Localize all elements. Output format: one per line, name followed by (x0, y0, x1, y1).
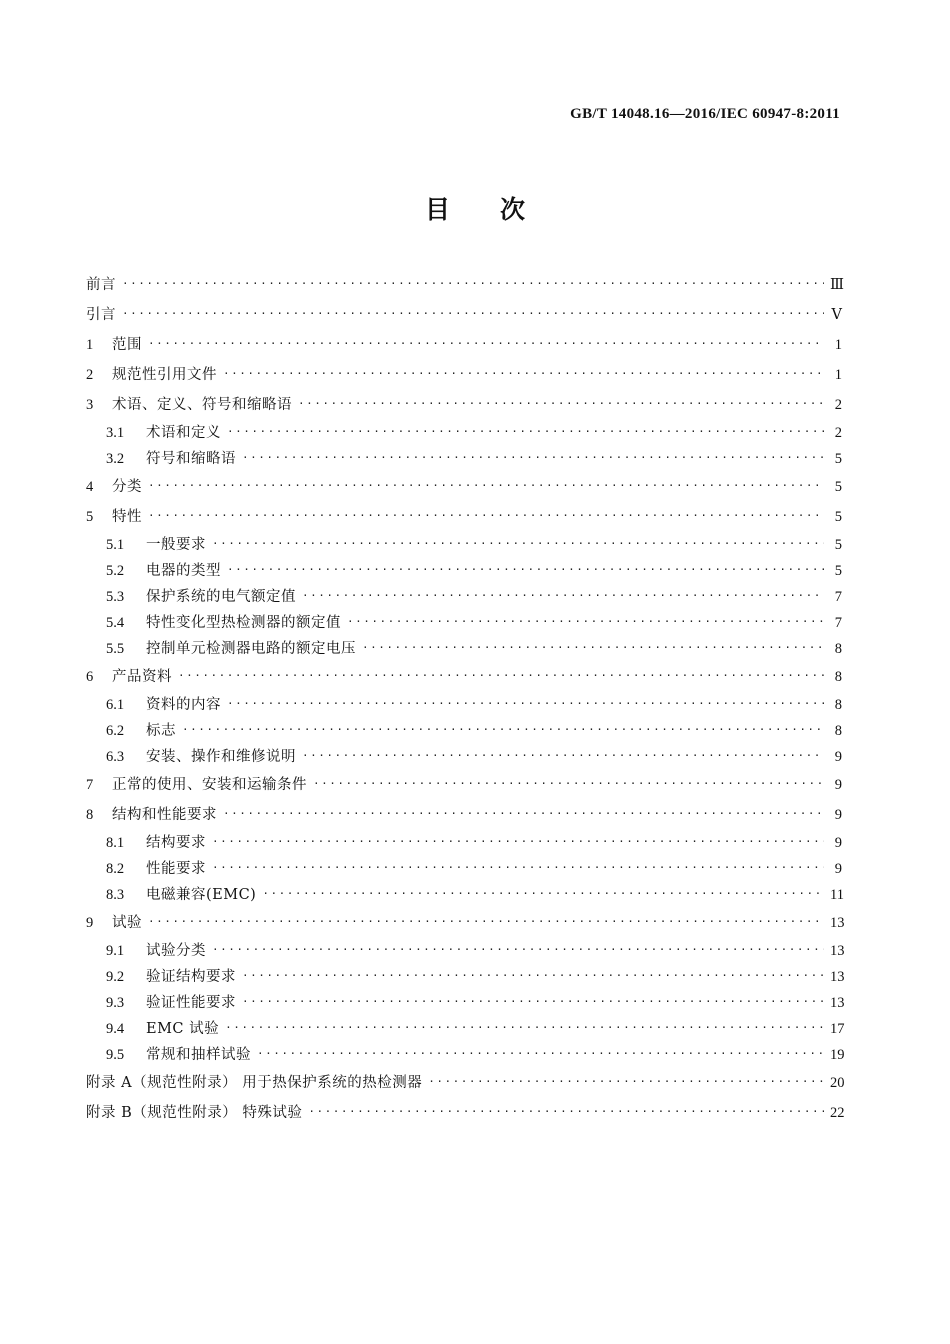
toc-entry-page: Ⅲ (830, 277, 844, 293)
toc-entry[interactable] (86, 719, 842, 745)
toc-leader-dots (227, 422, 824, 442)
toc-entry-page: 8 (834, 697, 842, 713)
toc-leader-dots (302, 746, 824, 766)
toc-entry-page: 8 (834, 641, 842, 657)
toc-leader-dots (242, 966, 824, 986)
toc-entry-number: 5.4 (106, 615, 125, 631)
toc-entry-number: 1 (86, 337, 94, 353)
toc-entry-number: 8.1 (106, 835, 125, 851)
toc-entry-number: 8 (86, 807, 94, 823)
toc-leader-dots (148, 476, 824, 496)
toc-entry[interactable] (86, 421, 842, 447)
toc-entry-label: 特性变化型热检测器的额定值 (146, 615, 341, 631)
toc-entry-label: 控制单元检测器电路的额定电压 (146, 641, 356, 657)
toc-entry-number: 8.3 (106, 887, 125, 903)
toc-entry-label: 引言 (86, 307, 116, 323)
toc-entry-number: 5 (86, 509, 94, 525)
toc-leader-dots (313, 774, 824, 794)
toc-entry-label: 分类 (112, 479, 142, 495)
toc-entry-number: 6.2 (106, 723, 125, 739)
toc-entry-label: 符号和缩略语 (146, 451, 236, 467)
toc-entry-number: 5.1 (106, 537, 125, 553)
toc-entry-page: 2 (834, 397, 842, 413)
toc-entry-label: 术语、定义、符号和缩略语 (112, 397, 292, 413)
toc-entry-number: 3.1 (106, 425, 125, 441)
toc-leader-dots (262, 884, 824, 904)
toc-entry-label: 常规和抽样试验 (146, 1047, 251, 1063)
toc-entry[interactable] (86, 361, 842, 391)
toc-entry-page: 13 (830, 943, 845, 959)
toc-entry-page: 20 (830, 1075, 845, 1091)
toc-leader-dots (212, 832, 824, 852)
toc-entry[interactable] (86, 503, 842, 533)
toc-entry-number: 9.1 (106, 943, 125, 959)
toc-entry-number: 4 (86, 479, 94, 495)
toc-leader-dots (212, 940, 824, 960)
toc-entry-page: 22 (830, 1105, 845, 1121)
toc-entry-page: 9 (834, 835, 842, 851)
toc-entry[interactable] (86, 693, 842, 719)
toc-leader-dots (428, 1072, 824, 1092)
toc-entry-label: 术语和定义 (146, 425, 221, 441)
toc-entry[interactable] (86, 473, 842, 503)
toc-leader-dots (212, 534, 824, 554)
toc-entry-page: 7 (834, 615, 842, 631)
toc-entry-page: 1 (834, 367, 842, 383)
toc-leader-dots (242, 992, 824, 1012)
toc-entry-number: 6.3 (106, 749, 125, 765)
toc-entry[interactable] (86, 883, 842, 909)
toc-entry[interactable] (86, 939, 845, 965)
toc-entry-page: 9 (834, 749, 842, 765)
toc-leader-dots (242, 448, 824, 468)
toc-entry[interactable] (86, 611, 842, 637)
toc-leader-dots (182, 720, 824, 740)
toc-entry-number: 3.2 (106, 451, 125, 467)
toc-entry-page: 5 (834, 451, 842, 467)
toc-entry-number: 9.4 (106, 1021, 125, 1037)
toc-entry[interactable] (86, 909, 845, 939)
toc-entry-label: 规范性引用文件 (112, 367, 217, 383)
toc-leader-dots (148, 506, 824, 526)
toc-entry-label: 范围 (112, 337, 142, 353)
toc-leader-dots (148, 912, 824, 932)
toc-entry-number: 6 (86, 669, 94, 685)
toc-leader-dots (148, 334, 824, 354)
toc-leader-dots (122, 304, 824, 324)
toc-entry-label: 前言 (86, 277, 116, 293)
toc-entry-label: 保护系统的电气额定值 (146, 589, 296, 605)
toc-entry[interactable] (86, 585, 842, 611)
toc-entry[interactable] (86, 331, 842, 361)
toc-entry-label: 产品资料 (112, 669, 172, 685)
toc-entry-page: 9 (834, 807, 842, 823)
toc-entry-label: EMC 试验 (146, 1021, 220, 1037)
table-of-contents (86, 271, 845, 1129)
toc-entry-label: 一般要求 (146, 537, 206, 553)
toc-entry[interactable] (86, 1069, 845, 1099)
toc-entry-page: 2 (834, 425, 842, 441)
toc-entry-page: 19 (830, 1047, 845, 1063)
toc-entry[interactable] (86, 533, 842, 559)
toc-entry[interactable] (86, 745, 842, 771)
toc-entry[interactable] (86, 771, 842, 801)
toc-entry[interactable] (86, 1017, 845, 1043)
toc-entry-label: 特性 (112, 509, 142, 525)
toc-entry-label: 验证结构要求 (146, 969, 236, 985)
toc-leader-dots (122, 274, 824, 294)
toc-entry-label: 资料的内容 (146, 697, 221, 713)
toc-entry-page: 13 (830, 995, 845, 1011)
toc-leader-dots (225, 1018, 824, 1038)
toc-entry-page: 9 (834, 777, 842, 793)
toc-entry-number: 3 (86, 397, 94, 413)
toc-entry-label: 标志 (146, 723, 176, 739)
toc-entry-number: 5.5 (106, 641, 125, 657)
toc-entry-label: 结构和性能要求 (112, 807, 217, 823)
toc-entry-number: 7 (86, 777, 94, 793)
toc-entry[interactable] (86, 663, 842, 693)
toc-entry-label: 附录 B（规范性附录） 特殊试验 (86, 1105, 303, 1121)
toc-entry-page: 13 (830, 915, 845, 931)
toc-entry-number: 9.2 (106, 969, 125, 985)
toc-entry[interactable] (86, 559, 842, 585)
toc-entry[interactable] (86, 301, 842, 331)
toc-leader-dots (308, 1102, 824, 1122)
toc-entry-page: 9 (834, 861, 842, 877)
toc-entry-page: 7 (834, 589, 842, 605)
toc-entry[interactable] (86, 801, 842, 831)
toc-entry-label: 正常的使用、安装和运输条件 (112, 777, 307, 793)
toc-entry-label: 试验 (112, 915, 142, 931)
toc-leader-dots (227, 560, 824, 580)
toc-leader-dots (227, 694, 824, 714)
toc-entry-page: 13 (830, 969, 845, 985)
standard-number: GB/T 14048.16—2016/IEC 60947-8:2011 (570, 106, 840, 122)
toc-entry-page: 5 (834, 563, 842, 579)
toc-entry-label: 验证性能要求 (146, 995, 236, 1011)
toc-entry[interactable] (86, 857, 842, 883)
toc-entry-label: 电磁兼容(EMC) (146, 887, 257, 903)
toc-entry[interactable] (86, 637, 842, 663)
toc-leader-dots (178, 666, 824, 686)
toc-entry[interactable] (86, 1099, 845, 1129)
toc-entry-page: Ⅴ (831, 307, 842, 323)
toc-entry-page: 5 (834, 479, 842, 495)
toc-entry-number: 5.2 (106, 563, 125, 579)
toc-leader-dots (298, 394, 824, 414)
toc-entry[interactable] (86, 991, 845, 1017)
toc-entry-number: 5.3 (106, 589, 125, 605)
toc-leader-dots (362, 638, 824, 658)
toc-entry[interactable] (86, 965, 845, 991)
toc-entry-number: 6.1 (106, 697, 125, 713)
toc-entry[interactable] (86, 831, 842, 857)
toc-entry-label: 结构要求 (146, 835, 206, 851)
toc-entry[interactable] (86, 391, 842, 421)
toc-leader-dots (347, 612, 824, 632)
toc-leader-dots (302, 586, 824, 606)
toc-entry-number: 9.5 (106, 1047, 125, 1063)
toc-entry-page: 1 (834, 337, 842, 353)
toc-entry-number: 9.3 (106, 995, 125, 1011)
toc-entry-label: 性能要求 (146, 861, 206, 877)
toc-entry[interactable] (86, 447, 842, 473)
toc-entry-label: 安装、操作和维修说明 (146, 749, 296, 765)
toc-entry-label: 电器的类型 (146, 563, 221, 579)
toc-leader-dots (223, 364, 824, 384)
standard-header (570, 106, 840, 123)
toc-entry-number: 8.2 (106, 861, 125, 877)
toc-entry-label: 试验分类 (146, 943, 206, 959)
toc-entry-page: 17 (830, 1021, 845, 1037)
toc-entry[interactable] (86, 1043, 845, 1069)
toc-entry[interactable] (86, 271, 842, 301)
toc-entry-page: 5 (834, 537, 842, 553)
toc-entry-page: 8 (834, 723, 842, 739)
page-title: 目次 (424, 195, 575, 224)
toc-entry-label: 附录 A（规范性附录） 用于热保护系统的热检测器 (86, 1075, 423, 1091)
toc-entry-page: 5 (834, 509, 842, 525)
toc-leader-dots (223, 804, 824, 824)
toc-entry-number: 9 (86, 915, 94, 931)
toc-leader-dots (257, 1044, 824, 1064)
toc-entry-page: 8 (834, 669, 842, 685)
toc-entry-page: 11 (830, 887, 844, 903)
toc-leader-dots (212, 858, 824, 878)
toc-entry-number: 2 (86, 367, 94, 383)
